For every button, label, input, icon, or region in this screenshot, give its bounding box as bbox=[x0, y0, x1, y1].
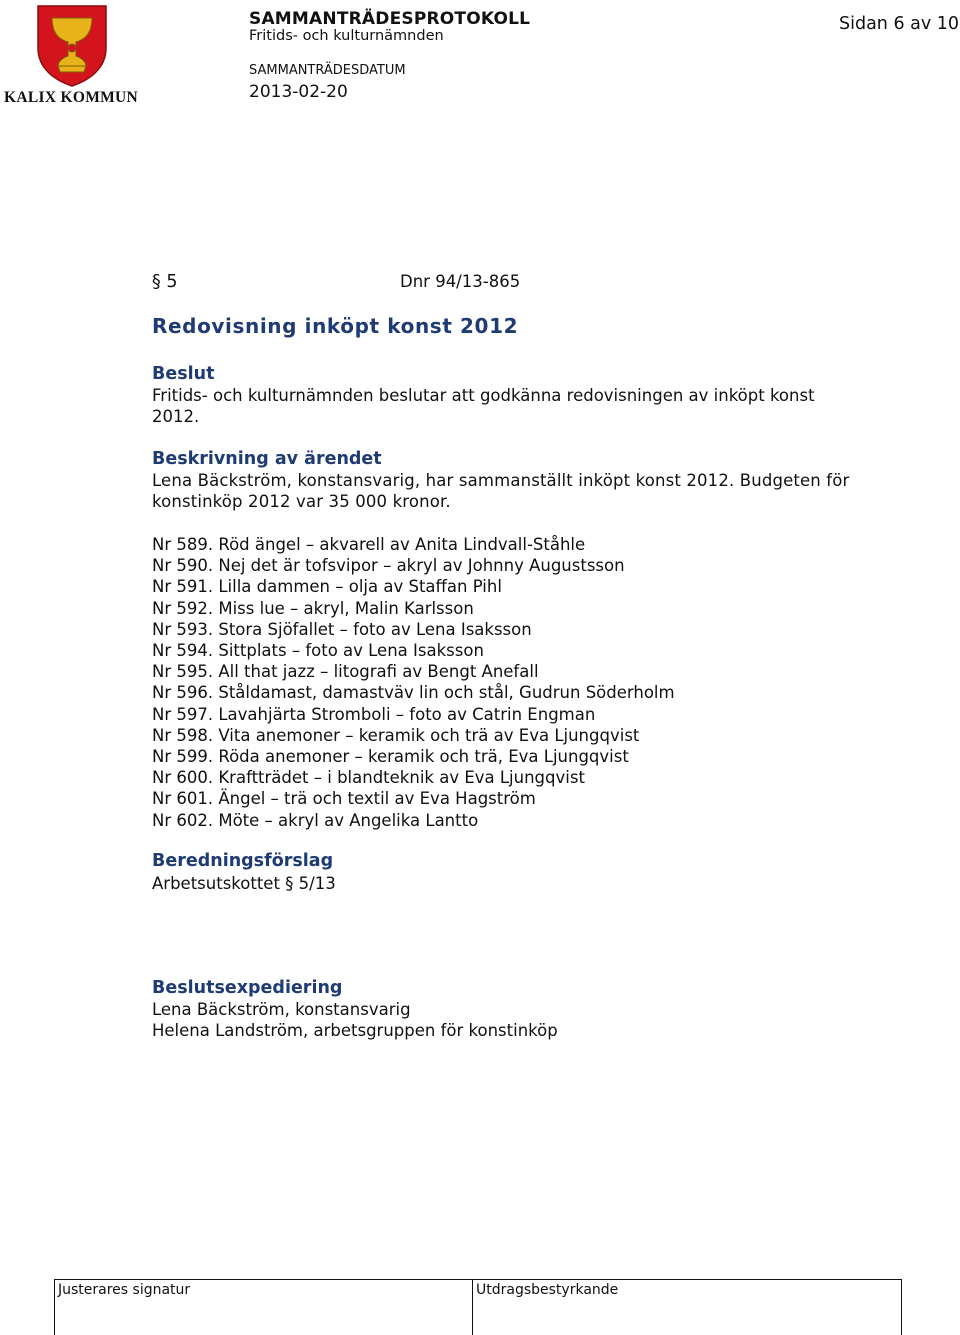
beskrivning-heading: Beskrivning av ärendet bbox=[152, 449, 382, 469]
committee-name: Fritids- och kulturnämnden bbox=[249, 28, 444, 44]
diary-number: Dnr 94/13-865 bbox=[400, 272, 521, 291]
section-title: Redovisning inköpt konst 2012 bbox=[152, 314, 519, 338]
beslut-line: Fritids- och kulturnämnden beslutar att godkänna redovisningen av inköpt konst bbox=[152, 386, 815, 405]
list-item: Nr 598. Vita anemoner – keramik och trä av Eva Ljungqvist bbox=[152, 725, 640, 745]
list-item: Nr 597. Lavahjärta Stromboli – foto av Catrin Engman bbox=[152, 704, 596, 724]
coat-of-arms-icon bbox=[0, 0, 150, 90]
beskrivning-text bbox=[152, 470, 849, 512]
list-item: Nr 592. Miss lue – akryl, Malin Karlsson bbox=[152, 598, 474, 618]
footer-border bbox=[472, 1279, 473, 1335]
beredning-text: Arbetsutskottet § 5/13 bbox=[152, 874, 336, 893]
list-item: Nr 589. Röd ängel – akvarell av Anita Lindvall-Ståhle bbox=[152, 535, 586, 554]
list-item: Nr 599. Röda anemoner – keramik och trä, Eva Ljungqvist bbox=[152, 747, 629, 767]
meeting-date: 2013-02-20 bbox=[249, 82, 348, 102]
footer-border bbox=[901, 1279, 902, 1335]
list-item: Nr 593. Stora Sjöfallet – foto av Lena Isaksson bbox=[152, 619, 532, 639]
logo-text: KALIX KOMMUN bbox=[4, 89, 139, 106]
beskrivning-line: Lena Bäckström, konstansvarig, har sammanställt inköpt konst 2012. Budgeten för bbox=[152, 471, 850, 490]
artwork-list bbox=[152, 534, 675, 831]
paragraph-number: § 5 bbox=[152, 272, 178, 292]
list-item: Nr 591. Lilla dammen – olja av Staffan Pihl bbox=[152, 577, 502, 597]
list-item: Nr 595. All that jazz – litografi av Bengt Anefall bbox=[152, 662, 539, 682]
certification-label: Utdragsbestyrkande bbox=[476, 1282, 619, 1298]
list-item: Nr 601. Ängel – trä och textil av Eva Hagström bbox=[152, 789, 536, 809]
signature-label: Justerares signatur bbox=[58, 1282, 191, 1298]
recipient: Lena Bäckström, konstansvarig bbox=[152, 1000, 411, 1019]
list-item: Nr 596. Ståldamast, damastväv lin och stål, Gudrun Söderholm bbox=[152, 683, 675, 703]
list-item: Nr 594. Sittplats – foto av Lena Isaksson bbox=[152, 641, 484, 661]
list-item: Nr 600. Kraftträdet – i blandteknik av Eva Ljungqvist bbox=[152, 768, 585, 788]
beslut-text bbox=[152, 385, 815, 427]
list-item: Nr 590. Nej det är tofsvipor – akryl av Johnny Augustsson bbox=[152, 556, 625, 576]
recipient: Helena Landström, arbetsgruppen för konstinköp bbox=[152, 1021, 558, 1040]
document-type: SAMMANTRÄDESPROTOKOLL bbox=[249, 9, 531, 29]
expediering-text bbox=[152, 999, 558, 1041]
page-number: Sidan 6 av 10 bbox=[839, 14, 960, 34]
meeting-date-label: SAMMANTRÄDESDATUM bbox=[249, 63, 406, 78]
list-item: Nr 602. Möte – akryl av Angelika Lantto bbox=[152, 810, 479, 830]
beslut-heading: Beslut bbox=[152, 364, 215, 384]
beslut-line: 2012. bbox=[152, 407, 200, 426]
expediering-heading: Beslutsexpediering bbox=[152, 978, 343, 998]
beskrivning-line: konstinköp 2012 var 35 000 kronor. bbox=[152, 492, 451, 511]
footer-divider bbox=[54, 1279, 902, 1280]
footer-border bbox=[54, 1279, 55, 1335]
beredning-heading: Beredningsförslag bbox=[152, 851, 334, 871]
